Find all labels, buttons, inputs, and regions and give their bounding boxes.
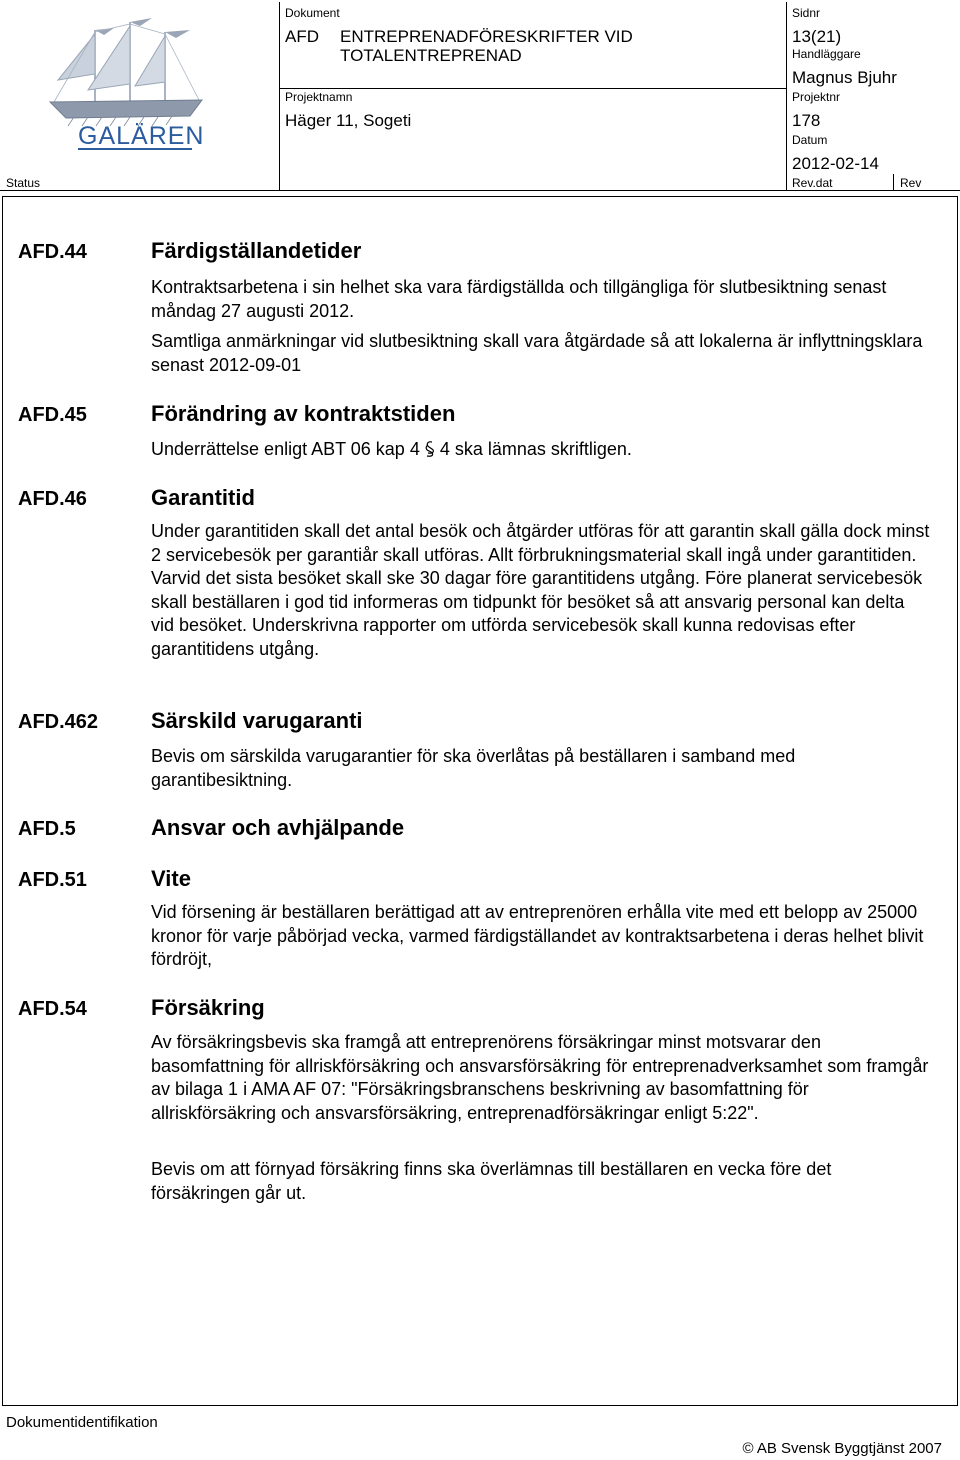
logo-text: GALÄREN (78, 122, 205, 150)
section-text-afd462: Bevis om särskilda varugarantier för ska överlåtas på beställaren i samband med garantibesiktning. (151, 746, 796, 790)
section-title-afd51: Vite (151, 866, 191, 891)
sidnr-label: Sidnr (792, 6, 821, 20)
section-text-afd51: Vid försening är beställaren berättigad att av entreprenören erhålla vite med ett belopp av 25000 kronor för varje påbörjad vecka, varmed färdigställandet av kontraktsarbetena i deras helhet blivit fördröjt, (151, 902, 924, 969)
dokument-label: Dokument (285, 6, 340, 20)
revdat-label: Rev.dat (792, 176, 833, 190)
header-bottom-rule (0, 190, 960, 191)
section-text-afd44-2: Samtliga anmärkningar vid slutbesiktning skall vara åtgärdade så att lokalerna är inflyttningsklara senast 2012-09-01 (151, 331, 923, 375)
section-text-afd44-1: Kontraktsarbetena i sin helhet ska vara färdigställda och tillgängliga för slutbesiktning senast måndag 27 augusti 2012. (151, 277, 887, 321)
dokument-title-line2: TOTALENTREPRENAD (340, 46, 522, 65)
status-label: Status (6, 176, 41, 190)
datum-value: 2012-02-14 (792, 154, 879, 173)
section-number-afd45: AFD.45 (18, 404, 87, 426)
section-title-afd46: Garantitid (151, 485, 255, 510)
header-divider (279, 88, 786, 89)
section-text-afd46: Under garantitiden skall det antal besök och åtgärder utföras för att garantin skall gälla dock minst 2 servicebesök per garantiår skall utföras. Allt förbrukningsmaterial skall ingå under garantitiden. Varvid det sista besöket skall ske 30 dagar före garantitidens utgång. Före planerat servicebesök skall beställaren i god tid informeras om tidpunkt för besöket så att ansvarig personal kan delta vid besöket. Underskrivna rapporter om utförda servicebesök skall kunna redovisas efter garantitidens utgång. (151, 521, 930, 659)
document-id-label: Dokumentidentifikation (6, 1414, 158, 1431)
section-title-afd462: Särskild varugaranti (151, 708, 363, 733)
header-divider (279, 2, 280, 190)
section-title-afd44: Färdigställandetider (151, 238, 362, 263)
section-number-afd5: AFD.5 (18, 818, 76, 840)
projektnr-label: Projektnr (792, 90, 841, 104)
dokument-title-line1: ENTREPRENADFÖRESKRIFTER VID (340, 27, 633, 46)
projektnamn-value: Häger 11, Sogeti (285, 111, 412, 130)
datum-label: Datum (792, 133, 828, 147)
section-text-afd45 (151, 438, 931, 462)
section-text-afd54-2: Bevis om att förnyad försäkring finns ska överlämnas till beställaren en vecka före det försäkringen går ut. (151, 1159, 832, 1203)
sidnr-value: 13(21) (792, 27, 842, 46)
section-number-afd54: AFD.54 (18, 998, 87, 1020)
galaren-ship-logo (40, 10, 210, 160)
section-text-afd45-after: 4 ska lämnas skriftligen. (434, 439, 632, 459)
section-title-afd5: Ansvar och avhjälpande (151, 815, 405, 840)
handlaggare-value: Magnus Bjuhr (792, 68, 897, 87)
section-text-afd45-before: Underrättelse enligt ABT 06 kap 4 (151, 439, 425, 459)
section-number-afd462: AFD.462 (18, 711, 99, 733)
copyright-notice: © AB Svensk Byggtjänst 2007 (742, 1440, 942, 1457)
section-title-afd54: Försäkring (151, 995, 265, 1020)
header-divider (786, 2, 787, 190)
section-number-afd51: AFD.51 (18, 869, 87, 891)
content-frame (2, 196, 958, 1406)
rev-label: Rev (900, 176, 922, 190)
section-title-afd45: Förändring av kontraktstiden (151, 401, 456, 426)
section-number-afd46: AFD.46 (18, 488, 87, 510)
dokument-code: AFD (285, 27, 319, 46)
handlaggare-label: Handläggare (792, 47, 861, 61)
section-text-afd54-1: Av försäkringsbevis ska framgå att entreprenörens försäkringar minst motsvarar den basomfattning för allriskförsäkring och ansvarsförsäkring för entreprenadverksamhet som framgår av bilaga 1 i AMA AF 07: "Försäkringsbranschens beskrivning av basomfattning för allriskförsäkring och ansvarsförsäkring, entreprenadförsäkringar enligt 5:22". (151, 1032, 929, 1123)
projektnr-value: 178 (792, 111, 821, 130)
header-divider (893, 174, 894, 190)
paragraph-symbol-icon (425, 440, 435, 458)
section-number-afd44: AFD.44 (18, 241, 87, 263)
projektnamn-label: Projektnamn (285, 90, 353, 104)
